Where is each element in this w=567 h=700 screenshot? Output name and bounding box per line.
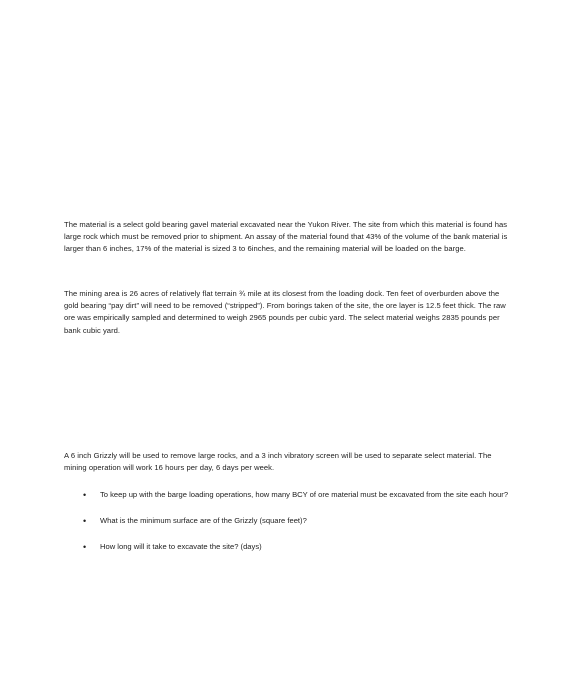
- paragraph-material-description: The material is a select gold bearing gavel material excavated near the Yukon River. The site from which this material is found has large rock which must be removed prior to shipment. An assay of the material found that 43% of the volume of the bank material is larger than 6 inches, 17% of the material is sized 3 to 6inches, and the remaining material will be loaded on the barge.: [64, 220, 508, 254]
- bullet-icon: •: [83, 490, 87, 500]
- bullet-icon: •: [83, 516, 87, 527]
- question-text: How long will it take to excavate the site? (days): [100, 542, 262, 552]
- question-text: To keep up with the barge loading operations, how many BCY of ore material must be excavated from the site each hour?: [100, 490, 509, 499]
- bullet-icon: •: [83, 542, 87, 553]
- paragraph-mining-area: The mining area is 26 acres of relatively flat terrain ¾ mile at its closest from the loading dock. Ten feet of overburden above the gold bearing “pay dirt” will need to be removed (“stripped”). From borings taken of the site, the ore layer is 12.5 feet thick. The raw ore was empirically sampled and determined to weigh 2965 pounds per cubic yard. The select material weighs 2835 pounds per bank cubic yard.: [64, 289, 506, 335]
- question-item: [64, 489, 516, 501]
- question-list: [64, 489, 516, 568]
- question-item: [64, 515, 516, 527]
- question-item: [64, 541, 516, 553]
- question-text: What is the minimum surface are of the Grizzly (square feet)?: [100, 516, 307, 526]
- paragraph-equipment: A 6 inch Grizzly will be used to remove large rocks, and a 3 inch vibratory screen will be used to separate select material. The mining operation will work 16 hours per day, 6 days per week.: [64, 451, 492, 473]
